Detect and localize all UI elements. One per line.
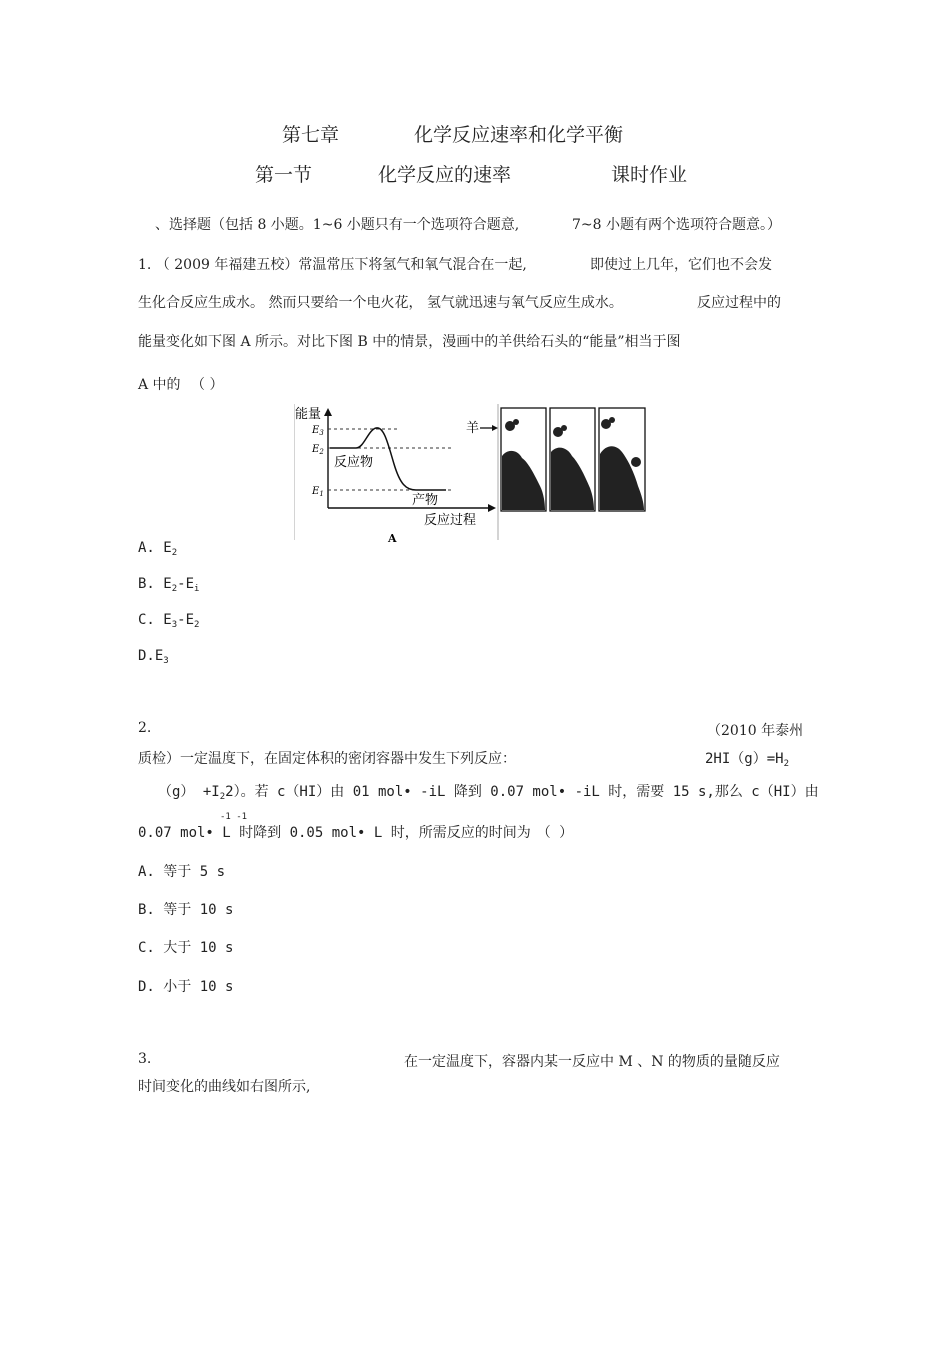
- q2-option-b[interactable]: B. 等于 10 s: [138, 902, 234, 918]
- q1-option-d[interactable]: $D.E_3$: [138, 648, 169, 666]
- q2-answer-paren: （ ）: [536, 825, 574, 841]
- section-label: 第一节: [255, 164, 313, 186]
- falling-rock-icon: [631, 457, 641, 467]
- q2-line4: 0.07 mol• L 时降到 0.05 mol• L 时，所需反应的时间为 （ ）: [138, 825, 574, 841]
- e2-label: $E_2$: [312, 444, 324, 456]
- q1-line4: [138, 374, 223, 394]
- q2-number: 2.: [138, 720, 152, 736]
- q3-number: 3.: [138, 1051, 152, 1067]
- reactant-label: 反应物: [334, 455, 374, 470]
- q2-line2b: $2HI(g)=H_2$: [705, 751, 789, 769]
- energy-diagram-figure: [294, 404, 650, 544]
- chapter-title: 化学反应速率和化学平衡: [414, 124, 624, 146]
- product-label: 产物: [412, 493, 439, 508]
- q3-line2: 时间变化的曲线如右图所示,: [138, 1079, 311, 1095]
- e3-label: $E_3$: [312, 425, 324, 437]
- figure-caption: A: [388, 532, 397, 544]
- section-tag: 课时作业: [611, 164, 688, 186]
- sheep-label: 羊: [466, 421, 480, 436]
- q2-source: （2010 年泰州: [707, 723, 804, 739]
- q1-line1b: 即使过上几年，它们也不会发: [590, 257, 772, 273]
- q2-option-d[interactable]: D. 小于 10 s: [138, 979, 234, 995]
- section-title: 化学反应的速率: [378, 164, 512, 186]
- sheep-arrow-head: [492, 425, 498, 431]
- e1-label: $E_1$: [312, 486, 324, 498]
- q2-option-a[interactable]: A. 等于 5 s: [138, 864, 226, 880]
- q2-line2a: 质检）一定温度下，在固定体积的密闭容器中发生下列反应：: [138, 751, 516, 767]
- q1-line3: 能量变化如下图 A 所示。对比下图 B 中的情景，漫画中的羊供给石头的“能量”相当于图: [138, 334, 681, 350]
- q2-option-c[interactable]: C. 大于 10 s: [138, 940, 234, 956]
- intro-text-1: 、选择题（包括 8 小题。1~6 小题只有一个选项符合题意,: [155, 217, 520, 233]
- q2-superscript: -1 -1: [220, 812, 248, 822]
- chapter-label: 第七章: [282, 124, 340, 146]
- q1-option-b[interactable]: B. $E_2-E_i$: [138, 576, 200, 594]
- q2-line3: $(g) +I_22$）。若 c（HI）由 01 mol• -iL 降到 0.07 mol• -iL 时，需要 15 s,那么 c（HI）由: [158, 784, 819, 802]
- q1-line2a: 生化合反应生成水。 然而只要给一个电火花， 氢气就迅速与氧气反应生成水。: [138, 295, 623, 311]
- q1-option-c[interactable]: C. $E_3-E_2$: [138, 612, 200, 630]
- q1-option-a[interactable]: A. $E_2$: [138, 540, 178, 558]
- x-axis-label: 反应过程: [424, 513, 477, 528]
- y-axis-arrow: [324, 408, 332, 416]
- y-axis-label: 能量: [295, 407, 322, 422]
- intro-text-2: 7~8 小题有两个选项符合题意。）: [572, 217, 781, 233]
- x-axis-arrow: [488, 504, 496, 512]
- q3-line1: 在一定温度下，容器内某一反应中 M 、N 的物质的量随反应: [404, 1054, 780, 1070]
- q1-line1a: 1. （ 2009 年福建五校）常温常压下将氢气和氧气混合在一起,: [138, 257, 527, 273]
- q1-line4-text: A 中的: [138, 377, 181, 393]
- q1-answer-paren: （ ）: [191, 377, 224, 393]
- q1-line2b: 反应过程中的: [697, 295, 781, 311]
- sheep-cartoon-b: [466, 408, 645, 511]
